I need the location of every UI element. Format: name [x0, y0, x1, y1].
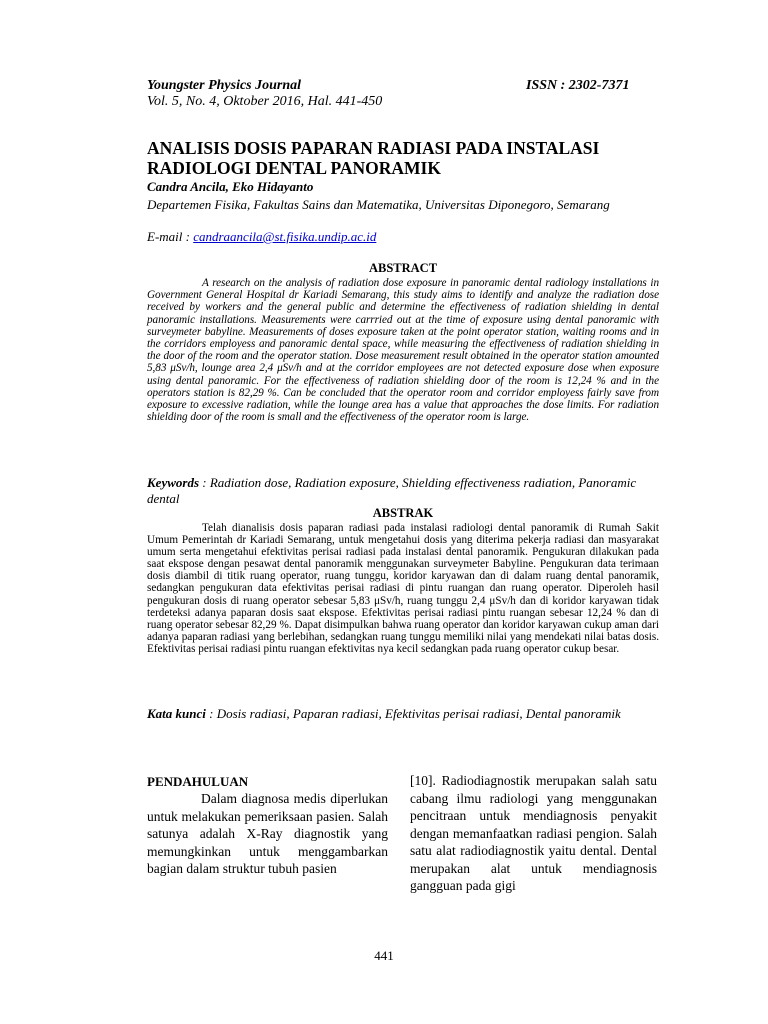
- body-column-left: [147, 790, 388, 878]
- katakunci-line: [147, 706, 659, 722]
- email-link[interactable]: candraancila@st.fisika.undip.ac.id: [193, 229, 377, 244]
- katakunci-label: Kata kunci: [147, 706, 206, 721]
- paper-title: ANALISIS DOSIS PAPARAN RADIASI PADA INSTALASI RADIOLOGI DENTAL PANORAMIK: [147, 138, 600, 178]
- paper-authors: Candra Ancila, Eko Hidayanto: [147, 179, 314, 194]
- body-right-text: [10]. Radiodiagnostik merupakan salah satu cabang ilmu radiologi yang menggunakan pencitraan untuk mendiagnosis penyakit dengan memanfaatkan radiasi pengion. Salah satu alat radiodiagnostik yaitu dental. Dental merupakan alat untuk mendiagnosis gangguan pada gigi: [410, 773, 657, 893]
- section-heading-pendahuluan: PENDAHULUAN: [147, 774, 249, 789]
- body-left-text: Dalam diagnosa medis diperlukan untuk melakukan pemeriksaan pasien. Salah satunya adalah X-Ray diagnostik yang memungkinkan untuk menggambarkan bagian dalam struktur tubuh pasien: [147, 791, 388, 876]
- abstract-text-block: [147, 277, 659, 423]
- paper-email-line: [147, 229, 667, 245]
- body-column-right: [410, 772, 657, 895]
- page-number: 441: [374, 948, 394, 963]
- abstract-heading: ABSTRACT: [368, 261, 438, 275]
- journal-volume: Vol. 5, No. 4, Oktober 2016, Hal. 441-450: [147, 94, 383, 109]
- keywords-line: [147, 475, 659, 506]
- keywords-label: Keywords: [147, 475, 199, 490]
- abstrak-text-block: [147, 522, 659, 655]
- abstrak-heading: ABSTRAK: [372, 506, 434, 520]
- paper-affiliation: Departemen Fisika, Fakultas Sains dan Matematika, Universitas Diponegoro, Semarang: [147, 197, 610, 212]
- journal-issn: ISSN : 2302-7371: [526, 78, 630, 93]
- journal-name: Youngster Physics Journal: [147, 78, 302, 93]
- keywords-text: : Radiation dose, Radiation exposure, Shielding effectiveness radiation, Panoramic dental: [147, 475, 637, 506]
- email-label: E-mail :: [147, 229, 194, 244]
- abstrak-text: Telah dianalisis dosis paparan radiasi pada instalasi radiologi dental panoramik di Rumah Sakit Umum Pemerintah dr Kariadi Semarang, untuk mengetahui dosis yang diterima pekerja radiasi dan masyarakat umum serta mengetahui efektivitas perisai radiasi pada instalasi dental panoramik. Pengukuran dilakukan pada saat ekspose dengan pesawat dental panoramik menggunakan surveymeter Babyline. Pengukuran data terimaan dosis diambil di titik ruang operator, ruang tunggu, koridor karyawan dan di dalam ruang dental panoramik, sedangkan pengukuran data efektivitas perisai radiasi di pintu ruangan dan ruang operator. Diperoleh hasil pengukuran dosis di ruang operator sebesar 5,83 μSv/h, ruang tunggu 2,4 μSv/h dan di koridor karyawan tidak terdeteksi adanya paparan dosis saat ekspose. Efektivitas perisai radiasi pintu ruangan sebesar 12,24 % dan di ruang operator sebesar 82,29 %. Dapat disimpulkan bahwa ruang operator dan koridor karyawan cukup aman dari adanya paparan radiasi yang berlebihan, sedangkan ruang tunggu memiliki nilai yang mendekati nilai batas dosis. Efektivitas perisai radiasi pintu ruangan efektivitas nya kecil sedangkan pada ruang operator cukup besar.: [147, 522, 659, 655]
- abstract-text: A research on the analysis of radiation dose exposure in panoramic dental radiology installations in Government General Hospital dr Kariadi Semarang, this study aims to identify and analyze the radiation dose received by workers and the general public and determine the effectiveness of radiation shielding in dental panoramic installations. Measurements were carrried out at the time of exposure using dental panoramic with surveymeter babyline. Measurements of doses exposure taken at the point operator station, waiting rooms and in the corridors employess and panoramic dental space, while measuring the effectiveness of radiation shielding in the door of the room and the operator station. Dose measurement result obtained in the operator station amounted 5,83 μSv/h, lounge area 2,4 μSv/h and at the corridor employees are not detected exposure dose when exposure using dental panoramic. For the effectiveness of radiation shielding door of the room is 12,24 % and in the operators station is 82,29 %. Can be concluded that the operator room and corridor employess fairly save from exposure to excessive radiation, while the lounge area has a value that approaches the dose limits. For radiation shielding door of the room is small and the effectiveness of the operator room is large.: [147, 277, 659, 424]
- katakunci-text: : Dosis radiasi, Paparan radiasi, Efektivitas perisai radiasi, Dental panoramik: [205, 706, 621, 721]
